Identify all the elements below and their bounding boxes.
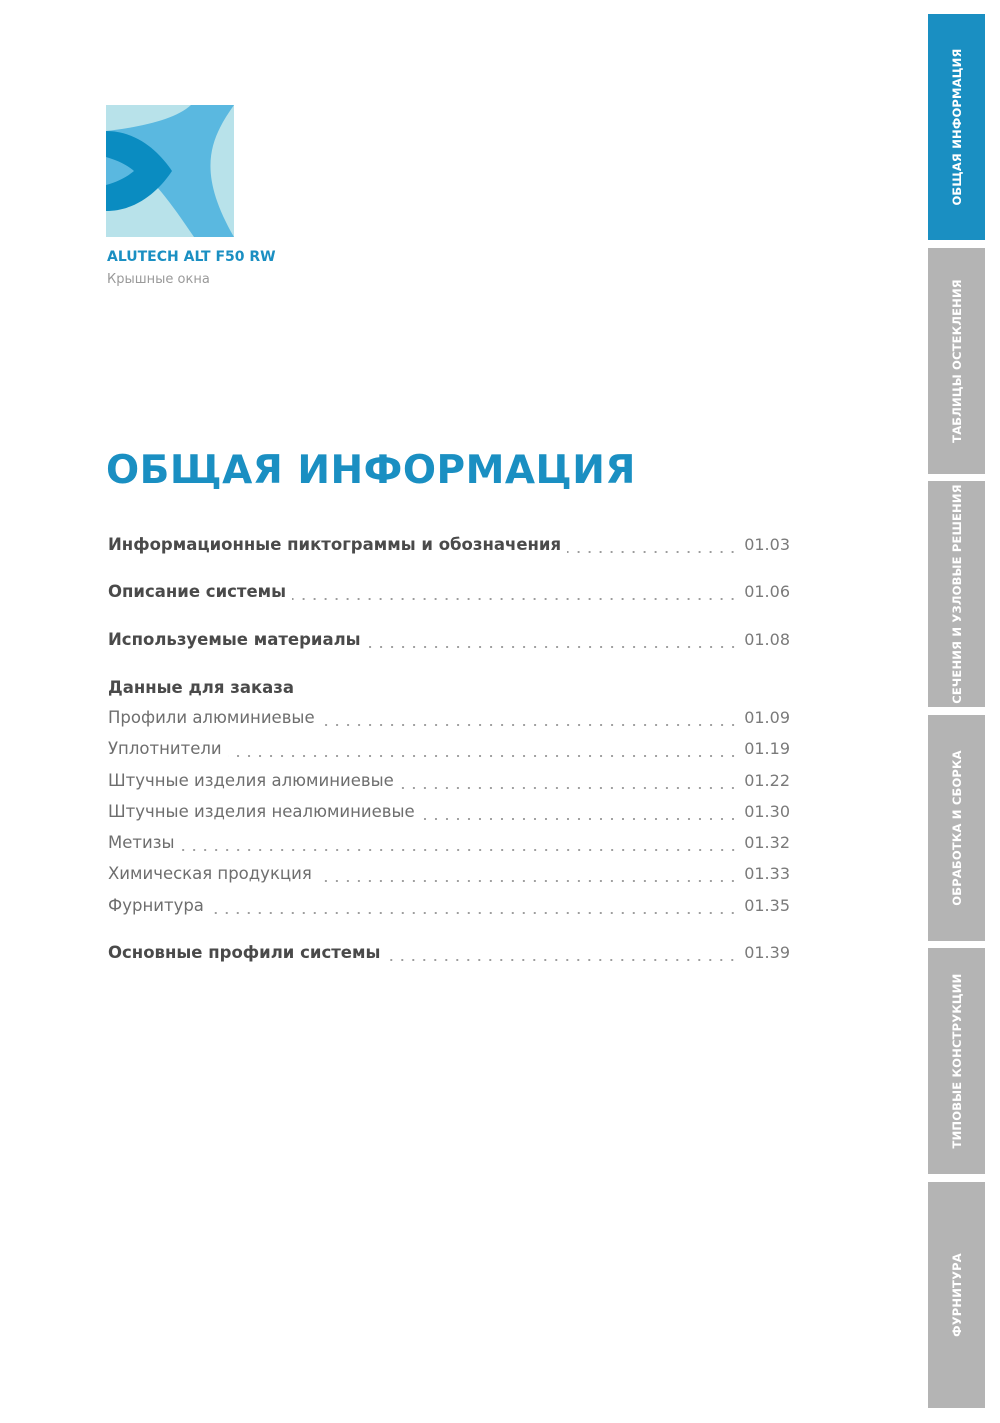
tab-label: ФУРНИТУРА xyxy=(949,1253,964,1337)
toc-item-label: Основные профили системы xyxy=(108,943,381,962)
toc-subitem-label: Уплотнители xyxy=(108,739,222,758)
toc-item-page: 01.08 xyxy=(744,630,790,649)
toc-dot-leader xyxy=(210,912,738,914)
toc-subitem-page: 01.33 xyxy=(744,864,790,883)
toc-subitem-page: 01.32 xyxy=(744,833,790,852)
brand-name: ALUTECH ALT F50 RW xyxy=(107,249,276,265)
toc-item-pictograms[interactable] xyxy=(108,535,790,559)
toc-item-page: 01.03 xyxy=(744,535,790,554)
tab-label: ОБРАБОТКА И СБОРКА xyxy=(949,750,964,906)
toc-subitem-label: Штучные изделия алюминиевые xyxy=(108,771,394,790)
toc-subitem-label: Химическая продукция xyxy=(108,864,312,883)
toc-dot-leader xyxy=(367,646,739,648)
brand-logo xyxy=(106,105,234,237)
toc-dot-leader xyxy=(292,598,738,600)
toc-item-label: Описание системы xyxy=(108,582,287,601)
toc-item-label: Информационные пиктограммы и обозначения xyxy=(108,535,562,554)
toc-subitem[interactable] xyxy=(108,739,790,763)
toc-subitem-page: 01.30 xyxy=(744,802,790,821)
toc-subitem-label: Метизы xyxy=(108,833,175,852)
toc-dot-leader xyxy=(386,959,738,961)
toc-item-description[interactable] xyxy=(108,582,790,606)
tab-label: ТИПОВЫЕ КОНСТРУКЦИИ xyxy=(949,973,964,1149)
toc-subitem-label: Профили алюминиевые xyxy=(108,708,315,727)
toc-subitem-page: 01.09 xyxy=(744,708,790,727)
toc-section-heading: Данные для заказа xyxy=(108,678,295,697)
toc-item-page: 01.06 xyxy=(744,582,790,601)
tab-hardware[interactable] xyxy=(928,1182,985,1408)
tab-label: СЕЧЕНИЯ И УЗЛОВЫЕ РЕШЕНИЯ xyxy=(949,484,964,704)
toc-dot-leader xyxy=(421,818,738,820)
toc-dot-leader xyxy=(318,880,738,882)
toc-item-main-profiles[interactable] xyxy=(108,943,790,967)
toc-subitem-page: 01.35 xyxy=(744,896,790,915)
toc-subitem[interactable] xyxy=(108,771,790,795)
toc-dot-leader xyxy=(228,755,739,757)
tab-typical-constructions[interactable] xyxy=(928,948,985,1174)
toc-subitem[interactable] xyxy=(108,802,790,826)
toc-dot-leader xyxy=(181,849,739,851)
toc-subitem-label: Фурнитура xyxy=(108,896,204,915)
toc-item-label: Используемые материалы xyxy=(108,630,361,649)
tab-general-info[interactable] xyxy=(928,14,985,240)
toc-item-materials[interactable] xyxy=(108,630,790,654)
tab-label: ТАБЛИЦЫ ОСТЕКЛЕНИЯ xyxy=(949,279,964,443)
tab-label: ОБЩАЯ ИНФОРМАЦИЯ xyxy=(949,48,964,206)
tab-processing-and-assembly[interactable] xyxy=(928,715,985,941)
page-title: ОБЩАЯ ИНФОРМАЦИЯ xyxy=(106,448,636,493)
brand-subtitle: Крышные окна xyxy=(107,272,210,287)
toc-subitem[interactable] xyxy=(108,864,790,888)
tab-sections-and-nodes[interactable] xyxy=(928,481,985,707)
toc-subitem-page: 01.19 xyxy=(744,739,790,758)
toc-subitem[interactable] xyxy=(108,896,790,920)
toc-subitem[interactable] xyxy=(108,708,790,732)
toc-subitem-label: Штучные изделия неалюминиевые xyxy=(108,802,415,821)
toc-subitem-page: 01.22 xyxy=(744,771,790,790)
toc-dot-leader xyxy=(400,787,738,789)
toc-subitem[interactable] xyxy=(108,833,790,857)
toc-item-page: 01.39 xyxy=(744,943,790,962)
tab-glazing-tables[interactable] xyxy=(928,248,985,474)
toc-dot-leader xyxy=(567,551,738,553)
toc-dot-leader xyxy=(321,724,739,726)
brand-logo-icon xyxy=(106,105,234,237)
